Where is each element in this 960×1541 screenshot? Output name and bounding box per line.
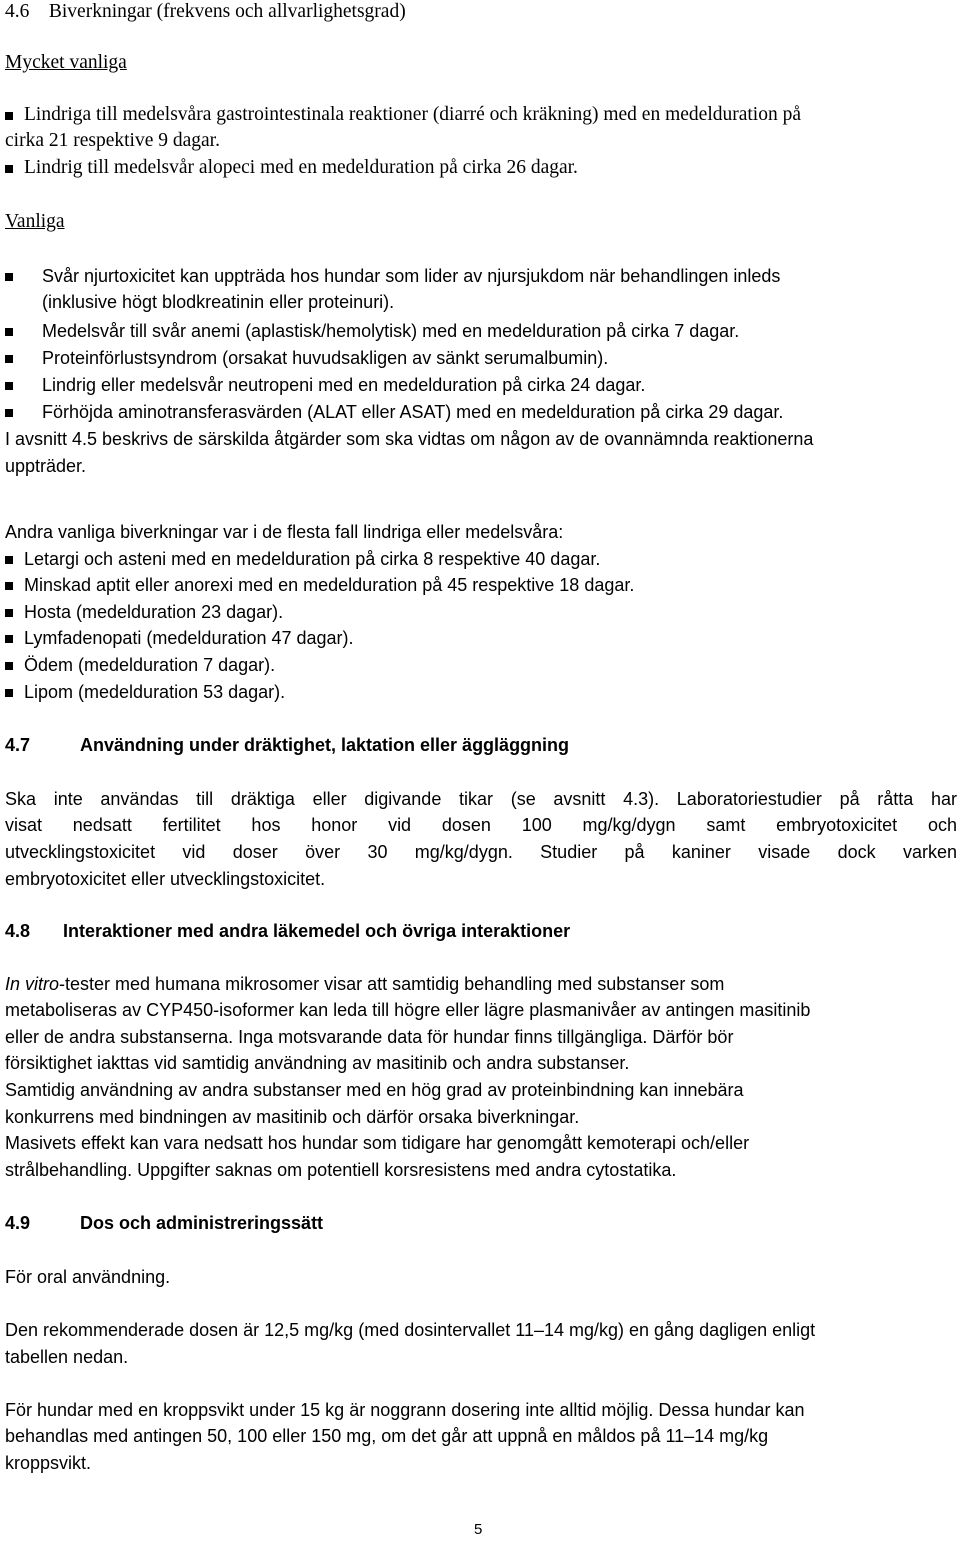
section-4-9-heading [5, 1211, 323, 1235]
very-common-label: Mycket vanliga [5, 52, 127, 73]
paragraph-line: visat nedsatt fertilitet hos honor vid dosen 100 mg/kg/dygn samt embryotoxicitet och [5, 815, 957, 835]
section-title: Interaktioner med andra läkemedel och övriga interaktioner [63, 921, 571, 941]
paragraph-line: Den rekommenderade dosen är 12,5 mg/kg (med dosintervallet 11–14 mg/kg) en gång dagligen enligt [5, 1320, 816, 1340]
paragraph-line: embryotoxicitet eller utvecklingstoxicitet. [5, 869, 326, 889]
paragraph-line: För oral användning. [5, 1267, 171, 1287]
bullet-icon [5, 273, 13, 281]
paragraph-line: kroppsvikt. [5, 1453, 92, 1473]
bullet-icon [5, 556, 13, 564]
page-number: 5 [474, 1521, 483, 1538]
bullet-icon [5, 689, 13, 697]
section-number: 4.7 [5, 735, 31, 755]
bullet-icon [5, 635, 13, 643]
list-item-text: Lindriga till medelsvåra gastrointestinala reaktioner (diarré och kräkning) med en medelduration på [24, 104, 802, 125]
list-item-text: Letargi och asteni med en medelduration på cirka 8 respektive 40 dagar. [24, 549, 601, 569]
bullet-icon [5, 662, 13, 670]
section-4-6-title: 4.6 Biverkningar (frekvens och allvarlighetsgrad) [5, 1, 406, 22]
list-item-text: Ödem (medelduration 7 dagar). [24, 655, 276, 675]
italic-term: In vitro [5, 974, 60, 994]
section-4-8-heading [5, 919, 570, 943]
list-item-text: Medelsvår till svår anemi (aplastisk/hemolytisk) med en medelduration på cirka 7 dagar. [42, 321, 740, 341]
list-item-text: Förhöjda aminotransferasvärden (ALAT eller ASAT) med en medelduration på cirka 29 dagar. [42, 402, 784, 422]
bullet-icon [5, 112, 13, 120]
section-number: 4.8 [5, 921, 31, 941]
other-intro: Andra vanliga biverkningar var i de flesta fall lindriga eller medelsvåra: [5, 522, 564, 542]
bullet-icon [5, 582, 13, 590]
bullet-icon [5, 609, 13, 617]
paragraph-line: För hundar med en kroppsvikt under 15 kg är noggrann dosering inte alltid möjlig. Dessa hundar kan [5, 1400, 805, 1420]
list-item-text: Lindrig eller medelsvår neutropeni med en medelduration på cirka 24 dagar. [42, 375, 646, 395]
section-title: Användning under dräktighet, laktation eller äggläggning [80, 735, 570, 755]
section-title: Dos och administreringssätt [80, 1213, 324, 1233]
bullet-icon [5, 165, 13, 173]
bullet-icon [5, 409, 13, 417]
list-item-text: cirka 21 respektive 9 dagar. [5, 130, 220, 151]
bullet-icon [5, 382, 13, 390]
list-item-text: Lymfadenopati (medelduration 47 dagar). [24, 628, 354, 648]
paragraph-line: strålbehandling. Uppgifter saknas om potentiell korsresistens med andra cytostatika. [5, 1160, 677, 1180]
paragraph-line: försiktighet iakttas vid samtidig användning av masitinib och andra substanser. [5, 1053, 630, 1073]
list-item-text: Svår njurtoxicitet kan uppträda hos hundar som lider av njursjukdom när behandlingen inleds [42, 266, 781, 286]
paragraph-line: Masivets effekt kan vara nedsatt hos hundar som tidigare har genomgått kemoterapi och/eller [5, 1133, 750, 1153]
list-item-text: Hosta (medelduration 23 dagar). [24, 602, 284, 622]
section-reference: uppträder. [5, 456, 87, 476]
section-reference: I avsnitt 4.5 beskrivs de särskilda åtgärder som ska vidtas om någon av de ovannämnda reaktionerna [5, 429, 814, 449]
list-item-text: Lipom (medelduration 53 dagar). [24, 682, 286, 702]
bullet-icon [5, 355, 13, 363]
section-number: 4.9 [5, 1213, 31, 1233]
paragraph-line: behandlas med antingen 50, 100 eller 150 mg, om det går att uppnå en måldos på 11–14 mg/kg [5, 1426, 769, 1446]
section-4-7-heading [5, 733, 569, 757]
bullet-icon [5, 328, 13, 336]
paragraph-line: tabellen nedan. [5, 1347, 129, 1367]
paragraph-line: eller de andra substanserna. Inga motsvarande data för hundar finns tillgängliga. Därför bör [5, 1027, 734, 1047]
paragraph-line: metaboliseras av CYP450-isoformer kan leda till högre eller lägre plasmanivåer av antingen masitinib [5, 1000, 811, 1020]
list-item-text: Minskad aptit eller anorexi med en medelduration på 45 respektive 18 dagar. [24, 575, 635, 595]
paragraph-line: Ska inte användas till dräktiga eller digivande tikar (se avsnitt 4.3). Laboratoriestudier på råtta har [5, 789, 957, 809]
paragraph-line: Samtidig användning av andra substanser med en hög grad av proteinbindning kan innebära [5, 1080, 744, 1100]
paragraph-line: utvecklingstoxicitet vid doser över 30 mg/kg/dygn. Studier på kaniner visade dock varken [5, 842, 957, 862]
list-item-text: Proteinförlustsyndrom (orsakat huvudsakligen av sänkt serumalbumin). [42, 348, 609, 368]
paragraph-text: -tester med humana mikrosomer visar att samtidig behandling med substanser som [59, 974, 725, 994]
paragraph-line: konkurrens med bindningen av masitinib och därför orsaka biverkningar. [5, 1107, 580, 1127]
paragraph-line [5, 972, 724, 996]
list-item-text: (inklusive högt blodkreatinin eller proteinuri). [42, 292, 395, 312]
list-item-text: Lindrig till medelsvår alopeci med en medelduration på cirka 26 dagar. [24, 157, 578, 178]
common-label: Vanliga [5, 211, 65, 232]
